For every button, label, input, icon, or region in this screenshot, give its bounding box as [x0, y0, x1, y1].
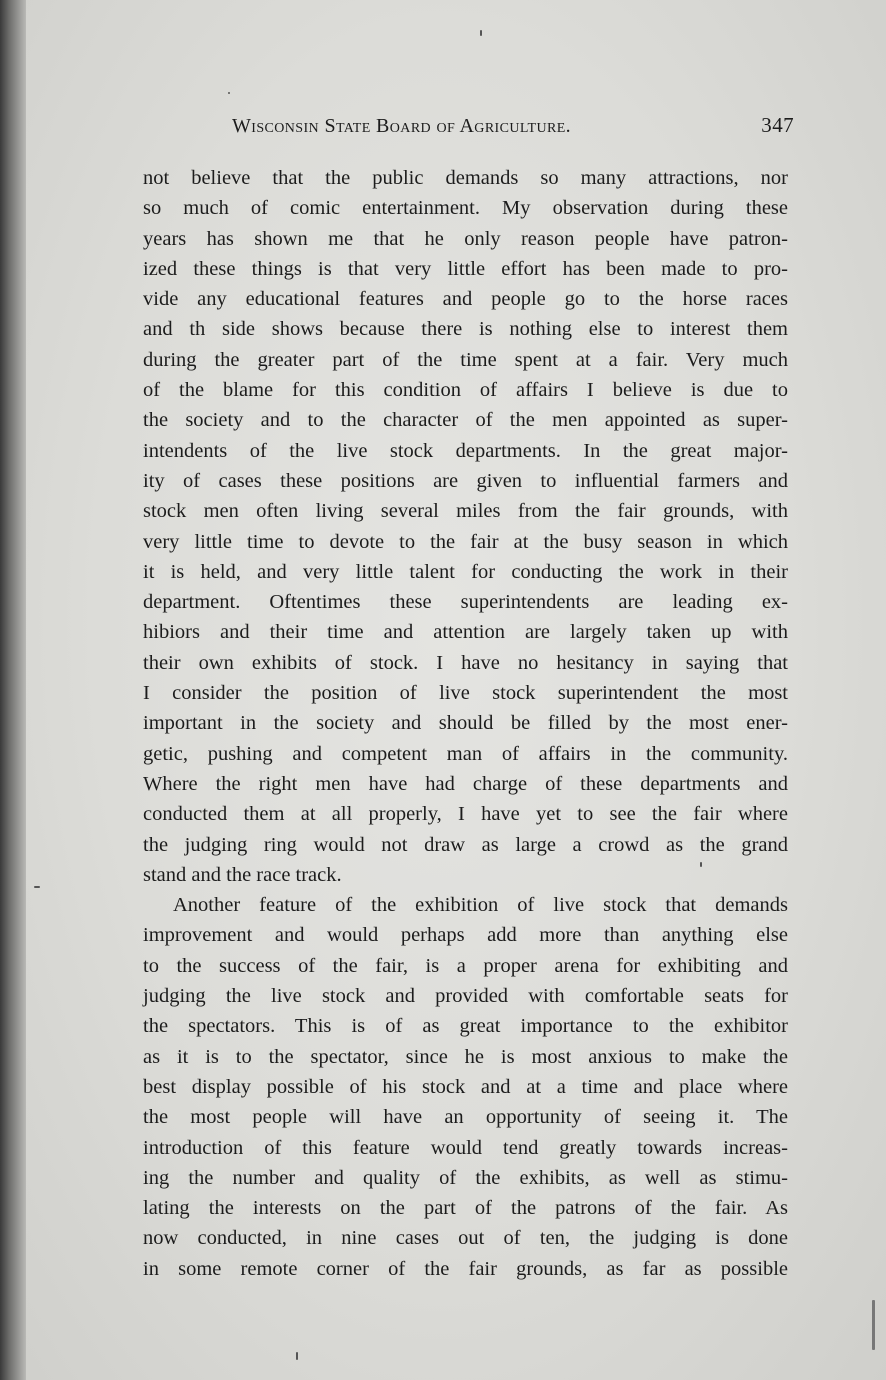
- scan-speck: [296, 1352, 298, 1360]
- scan-speck: [700, 862, 702, 867]
- text-line: I consider the position of live stock superintendent the most: [143, 682, 788, 705]
- text-line: the judging ring would not draw as large a crowd as the grand: [143, 833, 788, 856]
- text-line: important in the society and should be filled by the most ener-: [143, 712, 788, 735]
- text-line: and th side shows because there is nothing else to interest them: [143, 318, 788, 341]
- text-line: getic, pushing and competent man of affairs in the community.: [143, 742, 788, 765]
- text-line: their own exhibits of stock. I have no hesitancy in saying that: [143, 651, 788, 674]
- text-line: to the success of the fair, is a proper arena for exhibiting and: [143, 954, 788, 977]
- text-line: ized these things is that very little effort has been made to pro-: [143, 257, 788, 280]
- paragraph-start-line: Another feature of the exhibition of live stock that demands: [173, 894, 788, 917]
- page-gutter-shadow: [0, 0, 26, 1380]
- text-line: as it is to the spectator, since he is most anxious to make the: [143, 1045, 788, 1068]
- text-line: it is held, and very little talent for conducting the work in their: [143, 560, 788, 583]
- text-line: not believe that the public demands so many attractions, nor: [143, 167, 788, 189]
- text-line: the spectators. This is of as great importance to the exhibitor: [143, 1015, 788, 1038]
- text-line: so much of comic entertainment. My observation during these: [143, 197, 788, 220]
- text-line: the society and to the character of the men appointed as super-: [143, 409, 788, 432]
- text-line: stock men often living several miles from the fair grounds, with: [143, 500, 788, 523]
- page-number: 347: [761, 113, 794, 137]
- text-line: years has shown me that he only reason people have patron-: [143, 227, 788, 250]
- paragraph-end-line: stand and the race track.: [143, 863, 342, 886]
- scan-speck: [228, 92, 230, 94]
- text-line: lating the interests on the part of the patrons of the fair. As: [143, 1197, 788, 1220]
- text-line: best display possible of his stock and at a time and place where: [143, 1075, 788, 1098]
- text-line: now conducted, in nine cases out of ten, the judging is done: [143, 1227, 788, 1250]
- text-line: Where the right men have had charge of these departments and: [143, 772, 788, 795]
- text-line: of the blame for this condition of affairs I believe is due to: [143, 379, 788, 402]
- scan-speck: [480, 30, 482, 36]
- text-line: intendents of the live stock departments. In the great major-: [143, 439, 788, 462]
- text-line: in some remote corner of the fair grounds, as far as possible: [143, 1257, 788, 1280]
- text-line: improvement and would perhaps add more than anything else: [143, 924, 788, 947]
- text-line: ity of cases these positions are given to influential farmers and: [143, 469, 788, 492]
- text-line: introduction of this feature would tend greatly towards increas-: [143, 1136, 788, 1159]
- text-line: very little time to devote to the fair at the busy season in which: [143, 530, 788, 553]
- scan-speck: [34, 886, 40, 888]
- text-line: during the greater part of the time spent at a fair. Very much: [143, 348, 788, 371]
- running-header: [232, 113, 794, 143]
- body-text: [143, 163, 788, 1284]
- text-line: judging the live stock and provided with comfortable seats for: [143, 985, 788, 1008]
- text-line: conducted them at all properly, I have yet to see the fair where: [143, 803, 788, 826]
- text-line: vide any educational features and people go to the horse races: [143, 288, 788, 311]
- text-line: department. Oftentimes these superintendents are leading ex-: [143, 591, 788, 614]
- text-line: the most people will have an opportunity of seeing it. The: [143, 1106, 788, 1129]
- scan-edge-mark: [872, 1300, 875, 1350]
- text-line: hibiors and their time and attention are largely taken up with: [143, 621, 788, 644]
- text-line: ing the number and quality of the exhibits, as well as stimu-: [143, 1166, 788, 1189]
- running-title: Wisconsin State Board of Agriculture.: [232, 115, 572, 137]
